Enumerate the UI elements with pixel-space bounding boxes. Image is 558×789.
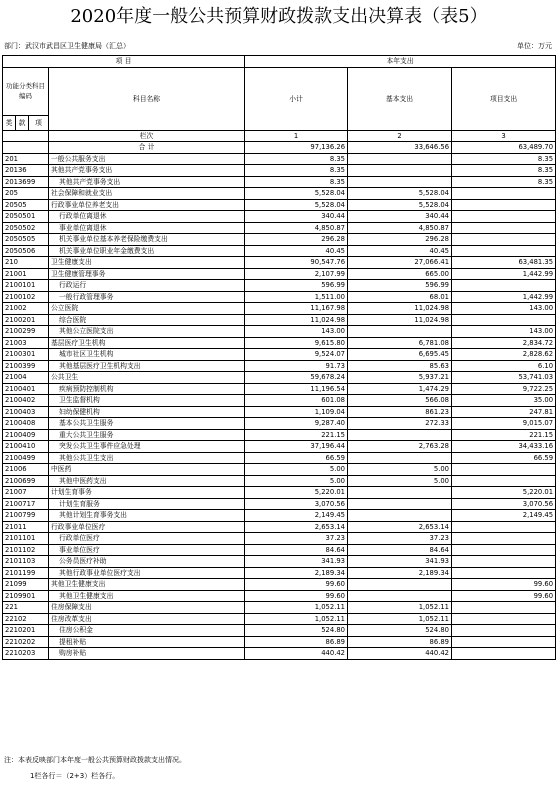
row-basic: 84.64 xyxy=(348,544,452,556)
row-project: 2,149.45 xyxy=(452,510,556,522)
table-row xyxy=(3,636,556,648)
row-subtotal: 99.60 xyxy=(245,590,348,602)
row-code: 2100402 xyxy=(3,395,49,407)
table-row xyxy=(3,383,556,395)
row-basic: 566.08 xyxy=(348,395,452,407)
row-subject-name: 公立医院 xyxy=(49,303,245,315)
row-code: 2100409 xyxy=(3,429,49,441)
row-basic: 68.01 xyxy=(348,291,452,303)
row-code: 2101103 xyxy=(3,556,49,568)
row-project xyxy=(452,636,556,648)
row-code: 2100403 xyxy=(3,406,49,418)
row-code: 2100101 xyxy=(3,280,49,292)
row-code: 2100201 xyxy=(3,314,49,326)
row-basic: 861.23 xyxy=(348,406,452,418)
row-subject-name: 妇幼保健机构 xyxy=(49,406,245,418)
row-code: 2100102 xyxy=(3,291,49,303)
row-subtotal: 440.42 xyxy=(245,648,348,660)
report-title: 2020年度一般公共预算财政拨款支出决算表（表5） xyxy=(70,6,488,27)
table-row xyxy=(3,406,556,418)
table-row xyxy=(3,441,556,453)
row-project: 143.00 xyxy=(452,326,556,338)
row-subtotal: 601.08 xyxy=(245,395,348,407)
header-basic: 基本支出 xyxy=(348,67,452,130)
row-basic: 40.45 xyxy=(348,245,452,257)
row-subject-name: 行政单位离退休 xyxy=(49,211,245,223)
row-basic xyxy=(348,452,452,464)
row-basic: 27,066.41 xyxy=(348,257,452,269)
row-project xyxy=(452,567,556,579)
row-subtotal: 5,528.04 xyxy=(245,199,348,211)
total-label: 合 计 xyxy=(49,142,245,154)
row-basic: 5.00 xyxy=(348,464,452,476)
row-code: 2109901 xyxy=(3,590,49,602)
row-code: 2100301 xyxy=(3,349,49,361)
row-subject-name: 行政运行 xyxy=(49,280,245,292)
row-code: 21007 xyxy=(3,487,49,499)
row-subtotal: 99.60 xyxy=(245,579,348,591)
table-row xyxy=(3,418,556,430)
row-code: 221 xyxy=(3,602,49,614)
row-project: 99.60 xyxy=(452,590,556,602)
header-current-year: 本年支出 xyxy=(245,56,556,68)
row-basic: 340.44 xyxy=(348,211,452,223)
row-subject-name: 其他卫生健康支出 xyxy=(49,590,245,602)
row-code: 201 xyxy=(3,153,49,165)
row-subtotal: 2,189.34 xyxy=(245,567,348,579)
row-project: 66.59 xyxy=(452,452,556,464)
row-basic: 85.63 xyxy=(348,360,452,372)
row-subtotal: 1,052.11 xyxy=(245,613,348,625)
row-subtotal: 9,287.40 xyxy=(245,418,348,430)
row-project xyxy=(452,475,556,487)
table-row xyxy=(3,176,556,188)
header-lei: 类 xyxy=(3,115,16,130)
header-col3: 3 xyxy=(452,130,556,142)
row-subtotal: 9,615.80 xyxy=(245,337,348,349)
row-code: 21003 xyxy=(3,337,49,349)
row-code: 21001 xyxy=(3,268,49,280)
row-basic: 2,763.28 xyxy=(348,441,452,453)
row-subject-name: 其他行政事业单位医疗支出 xyxy=(49,567,245,579)
header-col1: 1 xyxy=(245,130,348,142)
table-row xyxy=(3,268,556,280)
row-basic: 6,781.08 xyxy=(348,337,452,349)
row-basic: 596.99 xyxy=(348,280,452,292)
row-code: 2100399 xyxy=(3,360,49,372)
row-code: 2210201 xyxy=(3,625,49,637)
row-basic xyxy=(348,498,452,510)
row-basic: 296.28 xyxy=(348,234,452,246)
row-project: 9,722.25 xyxy=(452,383,556,395)
row-basic: 272.33 xyxy=(348,418,452,430)
row-subtotal: 1,109.04 xyxy=(245,406,348,418)
row-project xyxy=(452,602,556,614)
row-basic: 5.00 xyxy=(348,475,452,487)
row-project xyxy=(452,234,556,246)
row-project: 9,015.07 xyxy=(452,418,556,430)
row-subtotal: 1,052.11 xyxy=(245,602,348,614)
row-basic xyxy=(348,326,452,338)
row-subject-name: 其他计划生育事务支出 xyxy=(49,510,245,522)
unit-label: 单位：万元 xyxy=(517,42,552,50)
row-basic: 11,024.98 xyxy=(348,303,452,315)
row-project xyxy=(452,211,556,223)
header-xiang: 项 xyxy=(29,115,49,130)
note-line-2: 1栏各行＝（2+3）栏各行。 xyxy=(30,772,120,780)
row-basic xyxy=(348,176,452,188)
row-subject-name: 基本公共卫生服务 xyxy=(49,418,245,430)
table-row xyxy=(3,475,556,487)
header-subject-name: 科目名称 xyxy=(49,67,245,130)
row-subtotal: 66.59 xyxy=(245,452,348,464)
row-subject-name: 疾病预防控制机构 xyxy=(49,383,245,395)
row-subject-name: 行政事业单位医疗 xyxy=(49,521,245,533)
row-subject-name: 综合医院 xyxy=(49,314,245,326)
row-subtotal: 2,149.45 xyxy=(245,510,348,522)
row-project: 8.35 xyxy=(452,176,556,188)
row-basic: 37.23 xyxy=(348,533,452,545)
row-project xyxy=(452,648,556,660)
row-project xyxy=(452,613,556,625)
row-code: 205 xyxy=(3,188,49,200)
row-basic: 5,528.04 xyxy=(348,199,452,211)
row-project xyxy=(452,544,556,556)
row-subtotal: 1,511.00 xyxy=(245,291,348,303)
row-subject-name: 公务员医疗补助 xyxy=(49,556,245,568)
total-basic: 33,646.56 xyxy=(348,142,452,154)
total-subtotal: 97,136.26 xyxy=(245,142,348,154)
row-code: 20505 xyxy=(3,199,49,211)
row-code: 2100717 xyxy=(3,498,49,510)
row-subtotal: 2,107.99 xyxy=(245,268,348,280)
table-row xyxy=(3,556,556,568)
row-subtotal: 40.45 xyxy=(245,245,348,257)
row-code: 2050505 xyxy=(3,234,49,246)
row-project: 5,220.01 xyxy=(452,487,556,499)
table-row xyxy=(3,234,556,246)
row-code: 20136 xyxy=(3,165,49,177)
row-subject-name: 基层医疗卫生机构 xyxy=(49,337,245,349)
expenditure-table xyxy=(2,55,556,660)
row-project: 143.00 xyxy=(452,303,556,315)
table-row xyxy=(3,567,556,579)
row-subtotal: 8.35 xyxy=(245,176,348,188)
table-row xyxy=(3,222,556,234)
row-project xyxy=(452,222,556,234)
table-row xyxy=(3,326,556,338)
row-basic: 524.80 xyxy=(348,625,452,637)
row-project: 8.35 xyxy=(452,153,556,165)
row-subject-name: 购房补贴 xyxy=(49,648,245,660)
row-code: 2100499 xyxy=(3,452,49,464)
row-subject-name: 突发公共卫生事件应急处理 xyxy=(49,441,245,453)
row-subtotal: 5,528.04 xyxy=(245,188,348,200)
row-subtotal: 11,196.54 xyxy=(245,383,348,395)
row-subject-name: 卫生健康管理事务 xyxy=(49,268,245,280)
row-code: 2101101 xyxy=(3,533,49,545)
row-subject-name: 其他公共卫生支出 xyxy=(49,452,245,464)
row-code: 2101199 xyxy=(3,567,49,579)
row-basic: 4,850.87 xyxy=(348,222,452,234)
row-project: 1,442.99 xyxy=(452,291,556,303)
row-subject-name: 事业单位离退休 xyxy=(49,222,245,234)
row-basic: 2,653.14 xyxy=(348,521,452,533)
row-basic: 5,528.04 xyxy=(348,188,452,200)
row-subtotal: 59,678.24 xyxy=(245,372,348,384)
table-row xyxy=(3,291,556,303)
row-basic: 1,474.29 xyxy=(348,383,452,395)
row-subtotal: 37,196.44 xyxy=(245,441,348,453)
row-subtotal: 37.23 xyxy=(245,533,348,545)
row-basic: 665.00 xyxy=(348,268,452,280)
row-subtotal: 8.35 xyxy=(245,153,348,165)
row-subject-name: 计划生育服务 xyxy=(49,498,245,510)
header-project-exp: 项目支出 xyxy=(452,67,556,130)
table-row xyxy=(3,211,556,223)
table-row xyxy=(3,579,556,591)
row-project: 53,741.03 xyxy=(452,372,556,384)
row-subtotal: 9,524.07 xyxy=(245,349,348,361)
row-code: 2050506 xyxy=(3,245,49,257)
row-subject-name: 其他中医药支出 xyxy=(49,475,245,487)
row-code: 2100401 xyxy=(3,383,49,395)
row-subtotal: 5,220.01 xyxy=(245,487,348,499)
row-subject-name: 城市社区卫生机构 xyxy=(49,349,245,361)
table-row xyxy=(3,452,556,464)
table-row xyxy=(3,487,556,499)
row-subtotal: 596.99 xyxy=(245,280,348,292)
row-subject-name: 卫生健康支出 xyxy=(49,257,245,269)
row-basic xyxy=(348,429,452,441)
row-basic: 1,052.11 xyxy=(348,602,452,614)
row-subject-name: 重大公共卫生服务 xyxy=(49,429,245,441)
row-basic: 341.93 xyxy=(348,556,452,568)
row-code: 2100408 xyxy=(3,418,49,430)
table-row xyxy=(3,648,556,660)
row-subject-name: 机关事业单位基本养老保险缴费支出 xyxy=(49,234,245,246)
row-subject-name: 机关事业单位职业年金缴费支出 xyxy=(49,245,245,257)
table-row xyxy=(3,153,556,165)
row-subject-name: 一般公共服务支出 xyxy=(49,153,245,165)
row-project: 221.15 xyxy=(452,429,556,441)
row-basic: 1,052.11 xyxy=(348,613,452,625)
row-subject-name: 其他共产党事务支出 xyxy=(49,165,245,177)
row-subtotal: 143.00 xyxy=(245,326,348,338)
table-row xyxy=(3,257,556,269)
row-project xyxy=(452,245,556,257)
header-func-code: 功能分类科目编码 xyxy=(3,67,49,115)
row-code: 2100299 xyxy=(3,326,49,338)
table-row xyxy=(3,188,556,200)
table-row xyxy=(3,521,556,533)
table-row xyxy=(3,590,556,602)
row-code: 2100699 xyxy=(3,475,49,487)
row-code: 2100799 xyxy=(3,510,49,522)
table-row xyxy=(3,625,556,637)
table-row xyxy=(3,464,556,476)
row-project: 34,433.16 xyxy=(452,441,556,453)
row-subtotal: 221.15 xyxy=(245,429,348,441)
row-code: 2101102 xyxy=(3,544,49,556)
row-basic xyxy=(348,579,452,591)
row-subject-name: 行政事业单位养老支出 xyxy=(49,199,245,211)
table-row xyxy=(3,280,556,292)
row-project xyxy=(452,314,556,326)
row-basic xyxy=(348,487,452,499)
row-code: 22102 xyxy=(3,613,49,625)
row-project: 8.35 xyxy=(452,165,556,177)
row-subtotal: 84.64 xyxy=(245,544,348,556)
row-subtotal: 90,547.76 xyxy=(245,257,348,269)
row-project: 63,481.35 xyxy=(452,257,556,269)
table-row xyxy=(3,613,556,625)
row-subject-name: 卫生监督机构 xyxy=(49,395,245,407)
row-code: 2210203 xyxy=(3,648,49,660)
row-subject-name: 行政单位医疗 xyxy=(49,533,245,545)
row-project xyxy=(452,199,556,211)
row-project xyxy=(452,533,556,545)
table-row xyxy=(3,245,556,257)
row-subject-name: 事业单位医疗 xyxy=(49,544,245,556)
row-subject-name: 其他公立医院支出 xyxy=(49,326,245,338)
row-project: 2,828.62 xyxy=(452,349,556,361)
header-col2: 2 xyxy=(348,130,452,142)
row-subtotal: 8.35 xyxy=(245,165,348,177)
row-code: 21006 xyxy=(3,464,49,476)
row-project: 247.81 xyxy=(452,406,556,418)
row-subtotal: 4,850.87 xyxy=(245,222,348,234)
row-project: 1,442.99 xyxy=(452,268,556,280)
table-row xyxy=(3,602,556,614)
row-subtotal: 2,653.14 xyxy=(245,521,348,533)
row-basic: 2,189.34 xyxy=(348,567,452,579)
header-subtotal: 小计 xyxy=(245,67,348,130)
row-code: 210 xyxy=(3,257,49,269)
row-subject-name: 社会保障和就业支出 xyxy=(49,188,245,200)
row-basic: 11,024.98 xyxy=(348,314,452,326)
row-project: 35.00 xyxy=(452,395,556,407)
row-basic: 440.42 xyxy=(348,648,452,660)
row-subtotal: 524.80 xyxy=(245,625,348,637)
row-subject-name: 住房改革支出 xyxy=(49,613,245,625)
row-subject-name: 计划生育事务 xyxy=(49,487,245,499)
row-subtotal: 86.89 xyxy=(245,636,348,648)
table-row xyxy=(3,314,556,326)
table-row xyxy=(3,199,556,211)
row-subject-name: 提租补贴 xyxy=(49,636,245,648)
row-subject-name: 中医药 xyxy=(49,464,245,476)
row-subject-name: 一般行政管理事务 xyxy=(49,291,245,303)
row-code: 2050502 xyxy=(3,222,49,234)
header-row-num: 栏次 xyxy=(49,130,245,142)
row-code: 2013699 xyxy=(3,176,49,188)
row-project xyxy=(452,521,556,533)
table-row xyxy=(3,349,556,361)
table-row xyxy=(3,337,556,349)
row-subtotal: 11,024.98 xyxy=(245,314,348,326)
note-line-1: 注：本表反映部门本年度一般公共预算财政拨款支出情况。 xyxy=(4,756,186,764)
table-row xyxy=(3,533,556,545)
table-row xyxy=(3,395,556,407)
total-project: 63,489.70 xyxy=(452,142,556,154)
header-kuan: 款 xyxy=(16,115,29,130)
row-subtotal: 11,167.98 xyxy=(245,303,348,315)
row-subtotal: 341.93 xyxy=(245,556,348,568)
row-project xyxy=(452,188,556,200)
row-project: 3,070.56 xyxy=(452,498,556,510)
row-project: 2,834.72 xyxy=(452,337,556,349)
row-basic xyxy=(348,153,452,165)
table-row xyxy=(3,544,556,556)
table-row xyxy=(3,360,556,372)
row-subtotal: 5.00 xyxy=(245,464,348,476)
row-code: 2100410 xyxy=(3,441,49,453)
row-code: 21002 xyxy=(3,303,49,315)
table-row xyxy=(3,372,556,384)
row-basic xyxy=(348,590,452,602)
row-subtotal: 91.73 xyxy=(245,360,348,372)
row-subject-name: 其他共产党事务支出 xyxy=(49,176,245,188)
table-row xyxy=(3,429,556,441)
row-basic xyxy=(348,165,452,177)
table-row xyxy=(3,165,556,177)
row-subject-name: 住房公积金 xyxy=(49,625,245,637)
row-subject-name: 住房保障支出 xyxy=(49,602,245,614)
row-project xyxy=(452,280,556,292)
row-subtotal: 296.28 xyxy=(245,234,348,246)
row-project xyxy=(452,556,556,568)
row-subject-name: 其他卫生健康支出 xyxy=(49,579,245,591)
row-code: 21004 xyxy=(3,372,49,384)
row-project xyxy=(452,625,556,637)
table-row xyxy=(3,510,556,522)
row-code: 2050501 xyxy=(3,211,49,223)
row-project: 99.60 xyxy=(452,579,556,591)
header-project: 项 目 xyxy=(3,56,245,68)
department-label: 部门：武汉市武昌区卫生健康局（汇总） xyxy=(4,42,130,50)
row-subject-name: 其他基层医疗卫生机构支出 xyxy=(49,360,245,372)
row-subtotal: 3,070.56 xyxy=(245,498,348,510)
row-basic: 5,937.21 xyxy=(348,372,452,384)
row-project xyxy=(452,464,556,476)
row-basic: 86.89 xyxy=(348,636,452,648)
row-subtotal: 340.44 xyxy=(245,211,348,223)
row-subtotal: 5.00 xyxy=(245,475,348,487)
table-row xyxy=(3,498,556,510)
row-subject-name: 公共卫生 xyxy=(49,372,245,384)
row-project: 6.10 xyxy=(452,360,556,372)
row-code: 2210202 xyxy=(3,636,49,648)
row-basic: 6,695.45 xyxy=(348,349,452,361)
row-code: 21099 xyxy=(3,579,49,591)
row-code: 21011 xyxy=(3,521,49,533)
table-row xyxy=(3,303,556,315)
row-basic xyxy=(348,510,452,522)
